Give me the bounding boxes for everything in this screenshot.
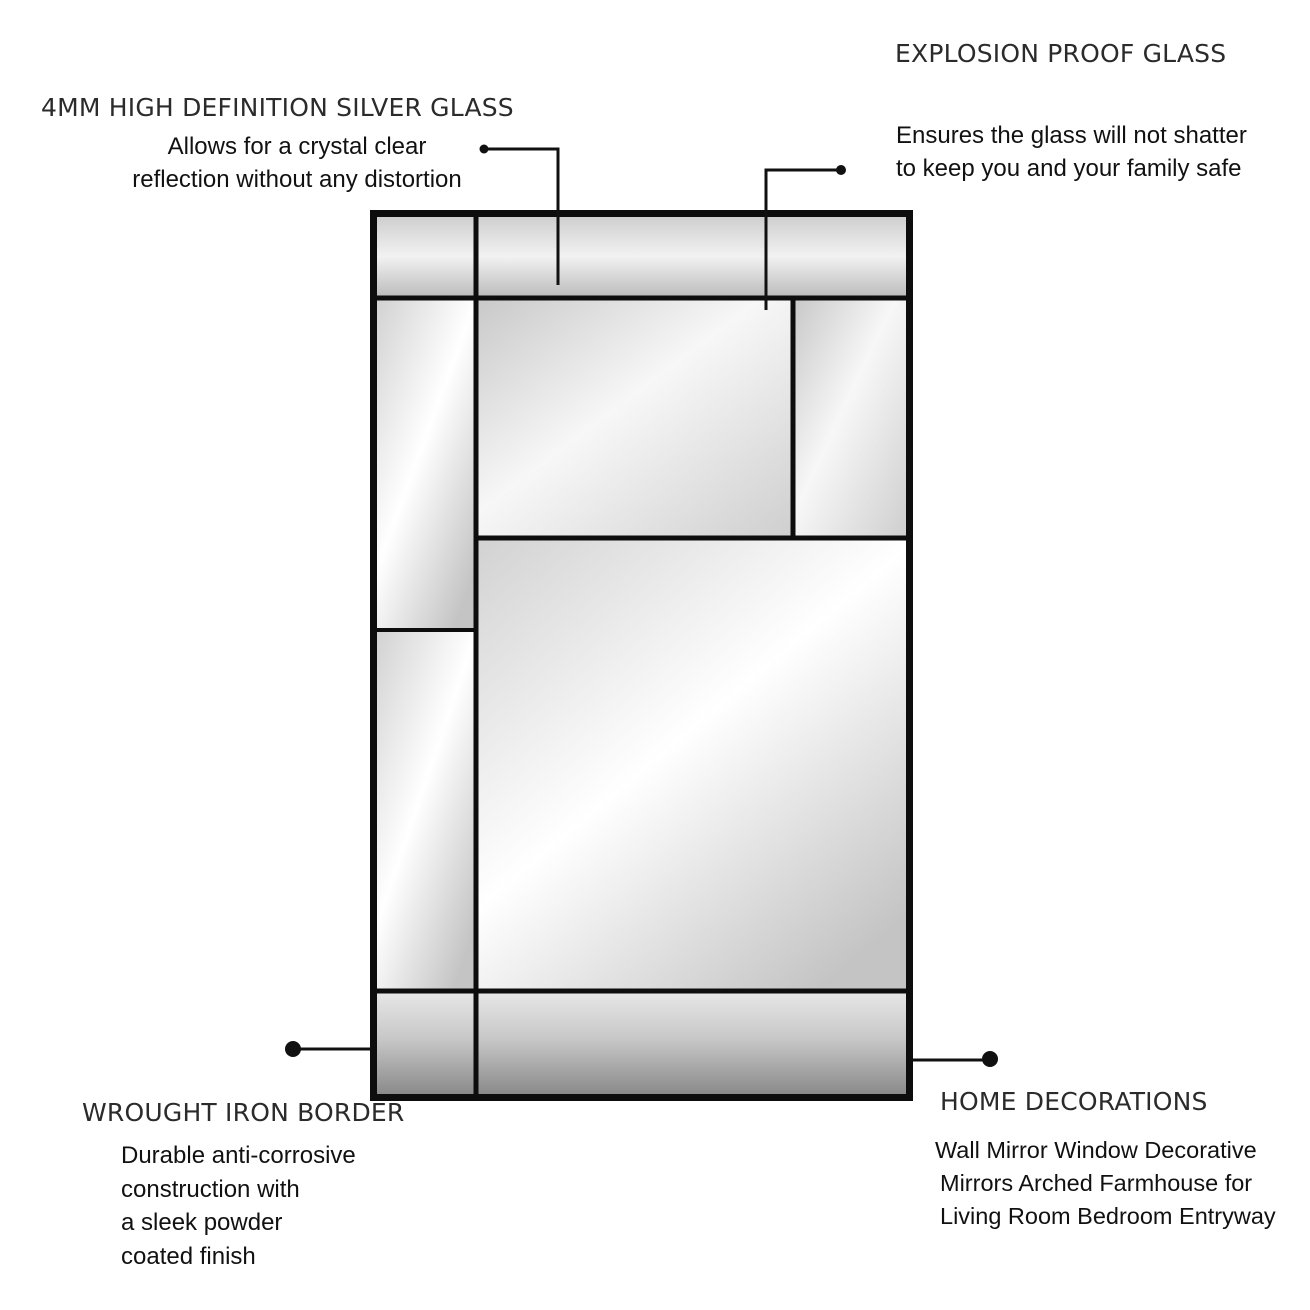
pane-left-upper [377, 300, 474, 628]
explosion-proof-line-2: to keep you and your family safe [896, 155, 1242, 182]
pane-right-upper [795, 300, 906, 536]
pane-bottom-left [377, 993, 474, 1094]
silver-glass-description [112, 130, 482, 196]
callout-home-decorations-connector [913, 1051, 998, 1067]
pane-top-wide [478, 217, 906, 296]
iron-border-description [121, 1139, 356, 1273]
silver-glass-line-2: reflection without any distortion [132, 166, 462, 193]
pane-top-left [377, 217, 474, 296]
explosion-proof-description [896, 119, 1247, 185]
pane-bottom-wide [478, 993, 906, 1094]
explosion-proof-title: EXPLOSION PROOF GLASS [895, 39, 1227, 68]
glass-panes [377, 217, 906, 1094]
pane-center-large [478, 540, 906, 989]
silver-glass-title: 4MM HIGH DEFINITION SILVER GLASS [41, 93, 514, 122]
iron-border-line-2: construction with [121, 1175, 300, 1203]
explosion-proof-line-1: Ensures the glass will not shatter [896, 122, 1247, 149]
pane-center-upper [478, 300, 791, 536]
callout-iron-border-connector [285, 1041, 370, 1057]
silver-glass-line-1: Allows for a crystal clear [167, 133, 427, 160]
iron-border-line-4: coated finish [121, 1242, 256, 1270]
home-decorations-line-2: Mirrors Arched Farmhouse for [940, 1170, 1253, 1196]
iron-border-title: WROUGHT IRON BORDER [82, 1098, 405, 1127]
pane-left-lower [377, 632, 474, 989]
home-decorations-title: HOME DECORATIONS [940, 1087, 1208, 1116]
iron-border-line-1: Durable anti-corrosive [121, 1142, 356, 1169]
home-decorations-description [935, 1134, 1276, 1233]
home-decorations-line-3: Living Room Bedroom Entryway [940, 1203, 1276, 1229]
iron-border-line-3: a sleek powder [121, 1209, 283, 1236]
home-decorations-line-1: Wall Mirror Window Decorative [935, 1137, 1257, 1163]
